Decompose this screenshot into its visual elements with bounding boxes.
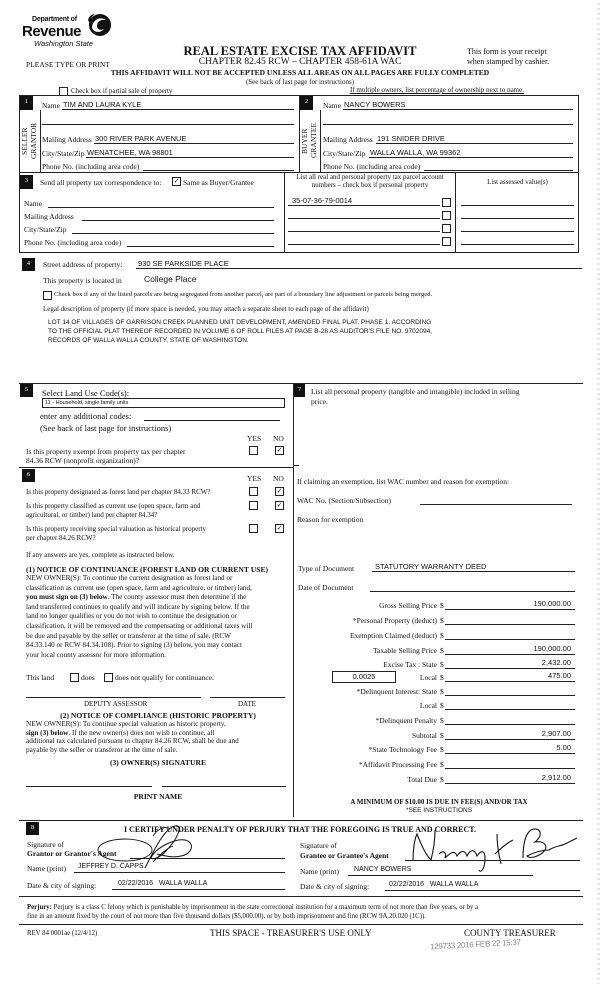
owner-signature-title: (3) OWNER(S) SIGNATURE: [109, 758, 207, 767]
please-type-label: PLEASE TYPE OR PRINT: [26, 60, 110, 69]
seller-city-label: City/State/Zip: [42, 149, 85, 158]
legal-description-line-3[interactable]: RECORDS OF WALLA WALLA COUNTY, STATE OF WASHINGTON.: [48, 337, 249, 344]
underline: [288, 205, 440, 206]
current-use-question-1: Is this property classified as current use (open space, farm and: [26, 502, 201, 510]
underline: [86, 157, 294, 158]
underline: [445, 783, 575, 784]
does-not-label: does not qualify for continuance.: [115, 673, 214, 682]
notice-line: NEW OWNER(S): To continue the current designation as forest land or: [26, 574, 233, 582]
grantee-label: GRANTEE: [309, 123, 318, 159]
parcel-number-field[interactable]: 35-07-36-79-0014: [292, 196, 353, 205]
notice-line: [26, 593, 290, 603]
notice-compliance-body: [26, 720, 290, 754]
does-qualify-checkbox[interactable]: [70, 673, 79, 682]
no-header: NO: [273, 434, 284, 443]
notice-line: additional tax calculated pursuant to chapter 84.26 RCW, shall be due and: [26, 737, 239, 746]
gross-selling-label: Gross Selling Price: [379, 601, 437, 610]
excise-state-label: Excise Tax : State: [383, 660, 437, 669]
dor-swirl-icon: [86, 12, 112, 38]
notice-compliance-title: (2) NOTICE OF COMPLIANCE (HISTORIC PROPERTY): [60, 711, 256, 720]
currency-symbol: $: [440, 616, 444, 625]
notice-line: land no longer qualifies or you do not wish to continue the designation or: [26, 612, 237, 621]
grantor-sig-label-2: Grantor or Grantor's Agent: [27, 849, 117, 858]
currency-symbol: $: [440, 673, 444, 682]
exempt-yes-checkbox[interactable]: [249, 446, 258, 455]
forest-land-no-checkbox[interactable]: ✓: [276, 487, 283, 495]
exemption-label: If claiming an exemption, list WAC number and reason for exemption:: [297, 477, 510, 486]
deputy-assessor-label: DEPUTY ASSESSOR: [84, 700, 148, 708]
buyer-city-field[interactable]: WALLA WALLA, WA 99362: [370, 148, 461, 157]
located-in-field[interactable]: College Place: [144, 274, 197, 284]
receipt-note-2: when stamped by cashier.: [467, 57, 550, 66]
partial-sale-label: Check box if partial sale of property: [71, 87, 173, 95]
notice-line: classification, it will be removed and the compensating or additional taxes will: [26, 621, 253, 630]
excise-state-field[interactable]: 2,432.00: [541, 658, 571, 667]
processing-fee-field[interactable]: [445, 768, 575, 769]
corr-city-label: City/State/Zip: [24, 225, 67, 234]
underline: [136, 268, 582, 269]
subtotal-field[interactable]: 2,907.00: [541, 729, 571, 738]
gross-selling-field[interactable]: 190,000.00: [533, 599, 571, 608]
print-name-label: PRINT NAME: [133, 792, 183, 801]
currency-symbol: $: [440, 631, 444, 640]
section-divider: [293, 465, 299, 466]
historical-question-2: per chapter 84.26 RCW?: [26, 534, 96, 542]
perjury-line-2: fine in an amount fixed by the court of not more than five thousand dollars ($5,000.00), or by both imprisonment and fine (RCW 9A.20.020 (1C)).: [27, 913, 426, 920]
historical-yes-checkbox[interactable]: [249, 524, 258, 533]
personal-property-checkbox[interactable]: [442, 198, 451, 207]
currency-symbol: $: [440, 745, 444, 754]
underline: [385, 890, 580, 891]
doc-date-field[interactable]: [370, 591, 575, 592]
send-correspondence-label: Send all property tax correspondence to:: [40, 178, 162, 187]
delinquent-penalty-label: *Delinquent Penalty: [375, 716, 437, 725]
does-label: does: [81, 673, 95, 682]
segregated-label: Check box if any of the listed parcels are being segregated from another parcel, are part of a boundary line adjustment or parcels being merged.: [54, 291, 433, 298]
exempt-no-checkbox[interactable]: ✓: [276, 446, 283, 454]
underline: [445, 681, 575, 682]
exempt-question-2: 84.36 RCW (nonprofit organization)?: [26, 456, 140, 465]
notice-line: 84.33.140 or RCW 84.34.108). Prior to signing (3) below, you may contact: [26, 641, 242, 650]
personal-property-field[interactable]: [300, 408, 580, 460]
notice-continuance-body: [26, 574, 290, 660]
seller-label: SELLER: [20, 127, 29, 155]
yes-header: YES: [247, 474, 262, 483]
owner-signature-field-2[interactable]: [162, 786, 286, 787]
section-number-3: 3: [20, 175, 33, 189]
corr-phone-label: Phone No. (including area code): [24, 238, 122, 247]
wac-label: WAC No. (Section/Subsection): [297, 496, 391, 505]
logo-line-department: Department of: [32, 16, 77, 23]
perjury-line-1: [27, 903, 583, 912]
section-divider: [19, 467, 293, 468]
seller-city-field[interactable]: WENATCHEE, WA 98801: [87, 148, 173, 157]
currency-symbol: $: [440, 716, 444, 725]
seller-phone-field[interactable]: [143, 170, 294, 171]
assessor-date-field[interactable]: [210, 697, 285, 698]
current-use-yes-checkbox[interactable]: [249, 501, 258, 510]
legal-description-line-1[interactable]: LOT 14 OF VILLAGES OF GARRISON CREEK PLANNED UNIT DEVELOPMENT, AMENDED FINAL PLAT, PHASE 1, ACCORDING: [48, 319, 432, 326]
underline: [323, 124, 573, 125]
notice-line: [26, 729, 290, 738]
same-as-buyer-label: Same as Buyer/Grantee: [183, 178, 254, 187]
section-number-7: 7: [294, 384, 305, 397]
same-as-buyer-checkbox[interactable]: ✓: [173, 177, 180, 185]
treasurer-space-label: THIS SPACE - TREASURER'S USE ONLY: [210, 928, 372, 938]
notice-emphasis: sign (3) below: [26, 728, 69, 737]
personal-property-deduct-field[interactable]: [445, 624, 575, 625]
date-label: DATE: [238, 700, 256, 708]
reason-label: Reason for exemption: [297, 515, 364, 524]
perjury-text: Perjury is a class C felony which is punishable by imprisonment in the state correctional institution for a maximum term of not more than five years, or by a: [51, 904, 479, 911]
seller-mailing-label: Mailing Address: [42, 135, 92, 144]
corr-name-field[interactable]: [48, 207, 274, 208]
assessed-value-field[interactable]: [461, 231, 574, 232]
taxable-selling-field[interactable]: 190,000.00: [533, 644, 571, 653]
grantee-sig-label-2: Grantee or Grantee's Agent: [300, 851, 389, 860]
personal-property-label-2: price.: [311, 397, 328, 406]
currency-symbol: $: [440, 701, 444, 710]
yes-header: YES: [247, 434, 262, 443]
section-divider: [19, 924, 583, 925]
currency-symbol: $: [440, 660, 444, 669]
notice-line: be due and payable by the seller or transferor at the time of sale. (RCW: [26, 631, 231, 640]
currency-symbol: $: [440, 601, 444, 610]
grantor-name-label: Name (print): [27, 864, 66, 873]
seller-name-label: Name: [42, 101, 60, 110]
parcel-number-field[interactable]: [288, 218, 440, 219]
grantor-sig-label-1: Signature of: [27, 840, 64, 849]
notice-line: land transferred continues to qualify and will indicate by signing below. If the: [26, 602, 250, 611]
section-number-6: 6: [22, 469, 35, 482]
perjury-bold: Perjury:: [27, 904, 52, 911]
personal-property-label-1: List all personal property (tangible and intangible) included in selling: [311, 387, 520, 396]
underline: [445, 654, 575, 655]
underline: [62, 109, 294, 110]
historical-question-1: Is this property receiving special valuation as historical property: [26, 525, 207, 533]
section-number-2: 2: [300, 96, 313, 110]
grantee-date-label: Date & city of signing:: [300, 882, 370, 891]
underline: [445, 609, 575, 610]
grantee-signature[interactable]: [405, 824, 580, 874]
parcel-header-1: List all real and personal property tax parcel account: [296, 173, 444, 181]
buyer-label: BUYER: [300, 128, 309, 154]
exemption-deduct-label: Exemption Claimed (deduct): [349, 631, 437, 640]
notice-continuance-title: (1) NOTICE OF CONTINUANCE (FOREST LAND OR CURRENT USE): [26, 565, 269, 574]
buyer-mailing-field[interactable]: 191 SNIDER DRIVE: [377, 134, 445, 143]
dor-logo: [20, 12, 120, 50]
certify-statement: I CERTIFY UNDER PENALTY OF PERJURY THAT THE FOREGOING IS TRUE AND CORRECT.: [123, 825, 476, 834]
corr-mailing-field[interactable]: [82, 220, 274, 221]
grantor-date-label: Date & city of signing:: [27, 881, 97, 890]
exemption-deduct-field[interactable]: [445, 639, 575, 640]
grantee-name-label: Name (print): [300, 867, 339, 876]
local-rate-box[interactable]: 0.0025: [332, 671, 396, 683]
excise-local-field[interactable]: 475.00: [548, 671, 571, 680]
underline: [445, 753, 575, 754]
personal-property-checkbox[interactable]: [442, 237, 451, 246]
notice-line: payable by the seller or transferor at the time of sale.: [26, 745, 178, 754]
section-number-4: 4: [22, 258, 35, 271]
assessed-value-field[interactable]: [461, 205, 574, 206]
grantor-name-field[interactable]: JEFFREY D. CAPPS: [78, 863, 144, 870]
underline: [112, 889, 285, 890]
seller-mailing-field[interactable]: 300 RIVER PARK AVENUE: [95, 134, 187, 143]
currency-symbol: $: [440, 731, 444, 740]
minimum-fee-note: A MINIMUM OF $10.00 IS DUE IN FEE(S) AND/OR TAX: [350, 798, 528, 806]
located-in-label: This property is located in: [43, 276, 122, 285]
see-instructions-note: *SEE INSTRUCTIONS: [405, 807, 473, 814]
underline: [376, 143, 573, 144]
land-use-selected: 11 - Household, single family units: [45, 400, 129, 406]
underline: [445, 739, 575, 740]
street-address-label: Street address of property:: [43, 260, 123, 269]
buyer-city-label: City/State/Zip: [323, 149, 366, 158]
processing-fee-label: *Affidavit Processing Fee: [358, 760, 437, 769]
doc-type-label: Type of Document: [298, 564, 355, 573]
assessed-value-field[interactable]: [461, 244, 574, 245]
notice-emphasis: you must sign on (3) below: [26, 593, 108, 602]
doc-date-label: Date of Document: [298, 583, 354, 592]
perjury-notice: [27, 903, 583, 921]
grantee-name-field[interactable]: NANCY BOWERS: [354, 866, 412, 873]
corr-city-field[interactable]: [72, 233, 274, 234]
parcel-header-2: numbers – check box if personal property: [311, 181, 429, 189]
seller-phone-label: Phone No. (including area code): [42, 162, 140, 171]
total-due-field[interactable]: 2,912.00: [541, 773, 571, 782]
additional-codes-label: enter any additional codes:: [40, 411, 132, 421]
instructions-note: (See back of last page for instructions): [245, 78, 355, 86]
street-address-field[interactable]: 930 SE PARKSIDE PLACE: [138, 259, 229, 268]
this-land-label: This land: [26, 673, 55, 682]
notice-text: . If the new owner(s) does not wish to continue, all: [68, 728, 215, 737]
underline: [445, 668, 575, 669]
grantor-label: GRANTOR: [29, 122, 38, 160]
underline: [74, 872, 285, 873]
subtotal-label: Subtotal: [411, 731, 437, 740]
parcel-number-field[interactable]: [288, 231, 440, 232]
form-title: REAL ESTATE EXCISE TAX AFFIDAVIT: [183, 44, 417, 58]
corr-mailing-label: Mailing Address: [24, 212, 74, 221]
section-number-5: 5: [20, 384, 33, 397]
total-due-label: Total Due: [407, 775, 437, 784]
delinquent-interest-state-field[interactable]: [445, 695, 575, 696]
grantor-date-field[interactable]: 02/22/2016 WALLA WALLA: [118, 880, 208, 887]
notice-text: . The county assessor must then determine if the: [107, 593, 247, 602]
logo-line-revenue: Revenue: [22, 23, 82, 40]
deputy-assessor-signature-field[interactable]: [26, 697, 201, 698]
grantee-date-field[interactable]: 02/22/2016 WALLA WALLA: [389, 881, 479, 888]
underline: [42, 124, 294, 125]
personal-property-checkbox[interactable]: [442, 224, 451, 233]
form-subtitle: CHAPTER 82.45 RCW – CHAPTER 458-61A WAC: [198, 57, 402, 67]
taxable-selling-label: Taxable Selling Price: [372, 646, 437, 655]
form-id: REV 84 0001ae (12/4/12): [27, 930, 98, 937]
delinquent-interest-state-label: *Delinquent Interest: State: [356, 687, 437, 696]
section-divider: [19, 896, 583, 897]
assessed-header: List assessed value(s): [487, 178, 548, 186]
buyer-phone-field[interactable]: [424, 170, 573, 171]
buyer-name-field[interactable]: NANCY BOWERS: [344, 100, 406, 109]
completion-warning: THIS AFFIDAVIT WILL NOT BE ACCEPTED UNLESS ALL AREAS ON ALL PAGES ARE FULLY COMPLETED: [110, 68, 490, 77]
multiple-owners-note: If multiple owners, list percentage of ownership next to name.: [350, 86, 524, 94]
if-yes-note: If any answers are yes, complete as instructed below.: [26, 551, 175, 559]
current-use-question-2: agricultural, or timber) land per chapter 84.34?: [26, 511, 158, 519]
currency-symbol: $: [440, 760, 444, 769]
buyer-phone-label: Phone No. (including area code): [323, 162, 421, 171]
underline: [369, 157, 573, 158]
wac-field[interactable]: [420, 504, 572, 505]
segregated-checkbox[interactable]: [43, 291, 52, 300]
delinquent-interest-local-field[interactable]: [445, 709, 575, 710]
notice-line: NEW OWNER(S): To continue special valuation as historic property,: [26, 720, 226, 728]
does-not-qualify-checkbox[interactable]: [104, 673, 113, 682]
treasurer-stamp: 129733 2016 FEB 22 15:37: [429, 937, 521, 952]
receipt-note-1: This form is your receipt: [467, 47, 547, 56]
additional-codes-field[interactable]: [144, 420, 280, 421]
reason-field[interactable]: [297, 525, 575, 555]
doc-type-field[interactable]: STATUTORY WARRANTY DEED: [375, 562, 487, 571]
corr-phone-field[interactable]: [127, 246, 274, 247]
notice-line: your local county assessor for more information.: [26, 650, 166, 659]
forest-land-yes-checkbox[interactable]: [249, 487, 258, 496]
parcel-number-field[interactable]: [288, 244, 440, 245]
see-back-note: (See back of last page for instructions): [40, 423, 172, 433]
underline: [94, 143, 294, 144]
personal-property-checkbox[interactable]: [442, 211, 451, 220]
section-number-1: 1: [20, 96, 33, 110]
seller-name-field[interactable]: TIM AND LAURA KYLE: [63, 100, 142, 109]
delinquent-interest-local-label: Local: [419, 701, 437, 710]
land-use-select[interactable]: [42, 398, 285, 408]
current-use-no-checkbox[interactable]: ✓: [276, 501, 283, 509]
underline: [343, 109, 573, 110]
no-header: NO: [273, 474, 284, 483]
legal-description-line-2[interactable]: TO THE OFFICIAL PLAT THEREOF RECORDED IN VOLUME 6 OF ROLL FILES AT PAGE B-28 AS AUDITOR'S FILE NO. 9702094,: [48, 328, 433, 335]
technology-fee-label: *State Technology Fee: [368, 745, 437, 754]
currency-symbol: $: [440, 775, 444, 784]
owner-signature-field[interactable]: [26, 786, 152, 787]
section-number-8: 8: [26, 822, 39, 835]
logo-line-washington: Washington State: [34, 39, 94, 48]
currency-symbol: $: [440, 687, 444, 696]
buyer-mailing-label: Mailing Address: [323, 135, 373, 144]
delinquent-penalty-field[interactable]: [445, 724, 575, 725]
corr-name-label: Name: [24, 199, 42, 208]
buyer-name-label: Name: [323, 101, 341, 110]
notice-line: classification as current use (open space, farm and agriculture, or timber) land,: [26, 583, 252, 592]
land-use-label: Select Land Use Code(s):: [42, 388, 130, 398]
underline: [348, 875, 533, 876]
underline: [372, 571, 575, 572]
legal-description-label: Legal description of property (if more space is needed, you may attach a separate sheet to each page of the affidavit): [43, 305, 369, 313]
currency-symbol: $: [440, 646, 444, 655]
personal-property-deduct-label: *Personal Property (deduct): [352, 616, 437, 625]
forest-land-question: Is this property designated as forest land per chapter 84.33 RCW?: [26, 488, 211, 496]
grantee-sig-label-1: Signature of: [300, 841, 337, 850]
assessed-value-field[interactable]: [461, 218, 574, 219]
excise-local-label: Local: [419, 673, 437, 682]
historical-no-checkbox[interactable]: ✓: [276, 524, 283, 532]
technology-fee-field[interactable]: 5.00: [556, 743, 571, 752]
exempt-question-1: Is this property exempt from property tax per chapter: [26, 447, 186, 456]
county-treasurer-label: COUNTY TREASURER: [464, 928, 556, 938]
